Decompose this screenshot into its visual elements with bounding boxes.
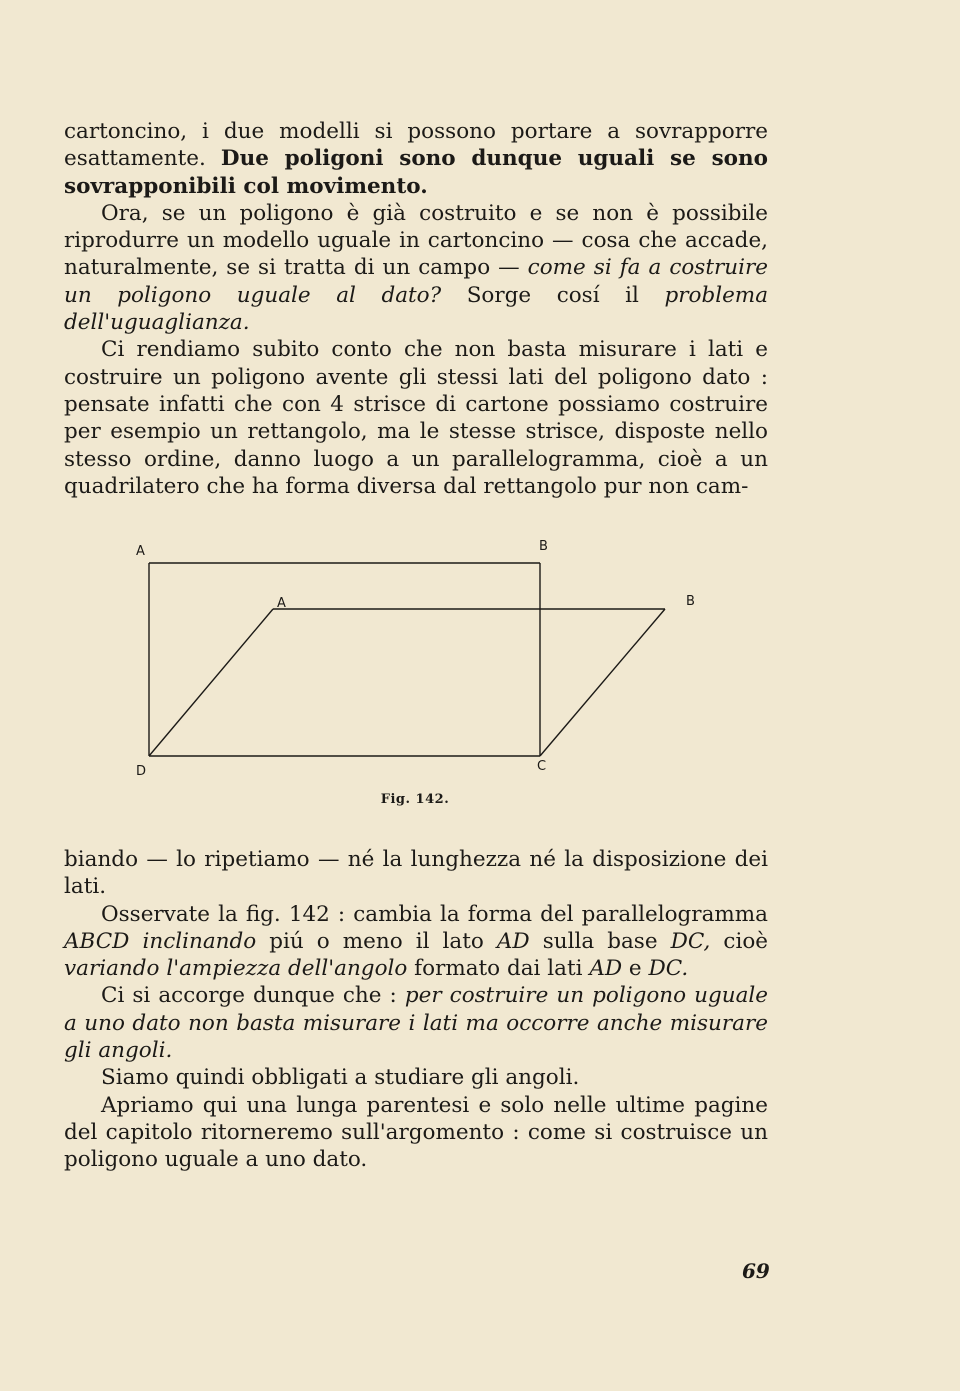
label-rect-b: B <box>539 539 548 554</box>
text-run: Sorge cosí il <box>441 282 665 308</box>
para-right-side <box>540 609 665 756</box>
label-para-a: A <box>277 596 286 611</box>
text-run: Siamo quindi obbligati a studiare gli angoli. <box>101 1065 580 1091</box>
figure-142 <box>120 532 740 812</box>
paragraph <box>64 982 768 1064</box>
text-run: AD <box>589 956 623 982</box>
paragraph <box>64 901 768 983</box>
text-run: e <box>622 956 649 982</box>
text-block-bottom <box>64 846 768 1174</box>
text-run: Ora, se un poligono è già costruito e se non è possibile riprodurre un modello uguale in cartoncino — cosa che accade, naturalmente, se si tratta di un campo — <box>64 200 768 281</box>
text-run: ABCD inclinando <box>64 928 257 954</box>
text-run: Due poligoni sono dunque uguali se sono sovrapponibili col movimento. <box>64 146 768 199</box>
page-number: 69 <box>742 1259 770 1283</box>
label-para-b: B <box>686 594 695 609</box>
label-c: C <box>537 759 547 774</box>
text-run: Osservate la fig. 142 : cambia la forma del parallelogramma <box>101 901 768 927</box>
text-run: AD <box>496 928 530 954</box>
paragraph <box>64 200 768 336</box>
text-run: biando — lo ripetiamo — né la lunghezza né la disposizione dei lati. <box>64 847 768 900</box>
paragraph <box>64 118 768 200</box>
text-run: Ci si accorge dunque che : <box>101 983 405 1009</box>
text-run: cioè <box>710 928 769 954</box>
para-left-side <box>149 609 273 756</box>
text-run: come si fa a costruire un poligono uguale al dato? <box>64 255 768 308</box>
text-run: per costruire un poligono uguale a uno dato non basta misurare i lati ma occorre anche misurare gli angoli. <box>64 983 768 1064</box>
paragraph <box>64 1064 768 1091</box>
text-run: piú o meno il lato <box>256 928 497 954</box>
text-run: Apriamo qui una lunga parentesi e solo nelle ultime pagine del capitolo ritorneremo sull'argomento : come si costruisce un poligono uguale a uno dato. <box>64 1092 768 1173</box>
paragraph <box>64 336 768 500</box>
text-run: variando l'ampiezza dell'angolo <box>64 956 408 982</box>
paragraph <box>64 846 768 901</box>
paragraph <box>64 1092 768 1174</box>
text-run: cartoncino, i due modelli si possono portare a sovrapporre esattamente. <box>64 119 768 172</box>
text-run: formato dai lati <box>407 956 590 982</box>
figure-caption: Fig. 142. <box>380 792 450 807</box>
text-run: DC, <box>670 928 711 954</box>
label-rect-a: A <box>136 544 145 559</box>
text-block-top <box>64 118 768 500</box>
label-d: D <box>136 764 147 779</box>
text-run: problema dell'uguaglianza. <box>64 282 769 336</box>
text-run: Ci rendiamo subito conto che non basta misurare i lati e costruire un poligono avente gli stessi lati del poligono dato : pensate infatti che con 4 strisce di cartone possiamo costruire per esempio un rettangolo, ma le stesse strisce, disposte nello stesso ordine, danno luogo a un parallelogramma, cioè a un quadrilatero che ha forma diversa dal rettangolo pur non cam- <box>64 337 768 499</box>
text-run: sulla base <box>529 928 671 954</box>
text-run: DC. <box>648 956 689 982</box>
